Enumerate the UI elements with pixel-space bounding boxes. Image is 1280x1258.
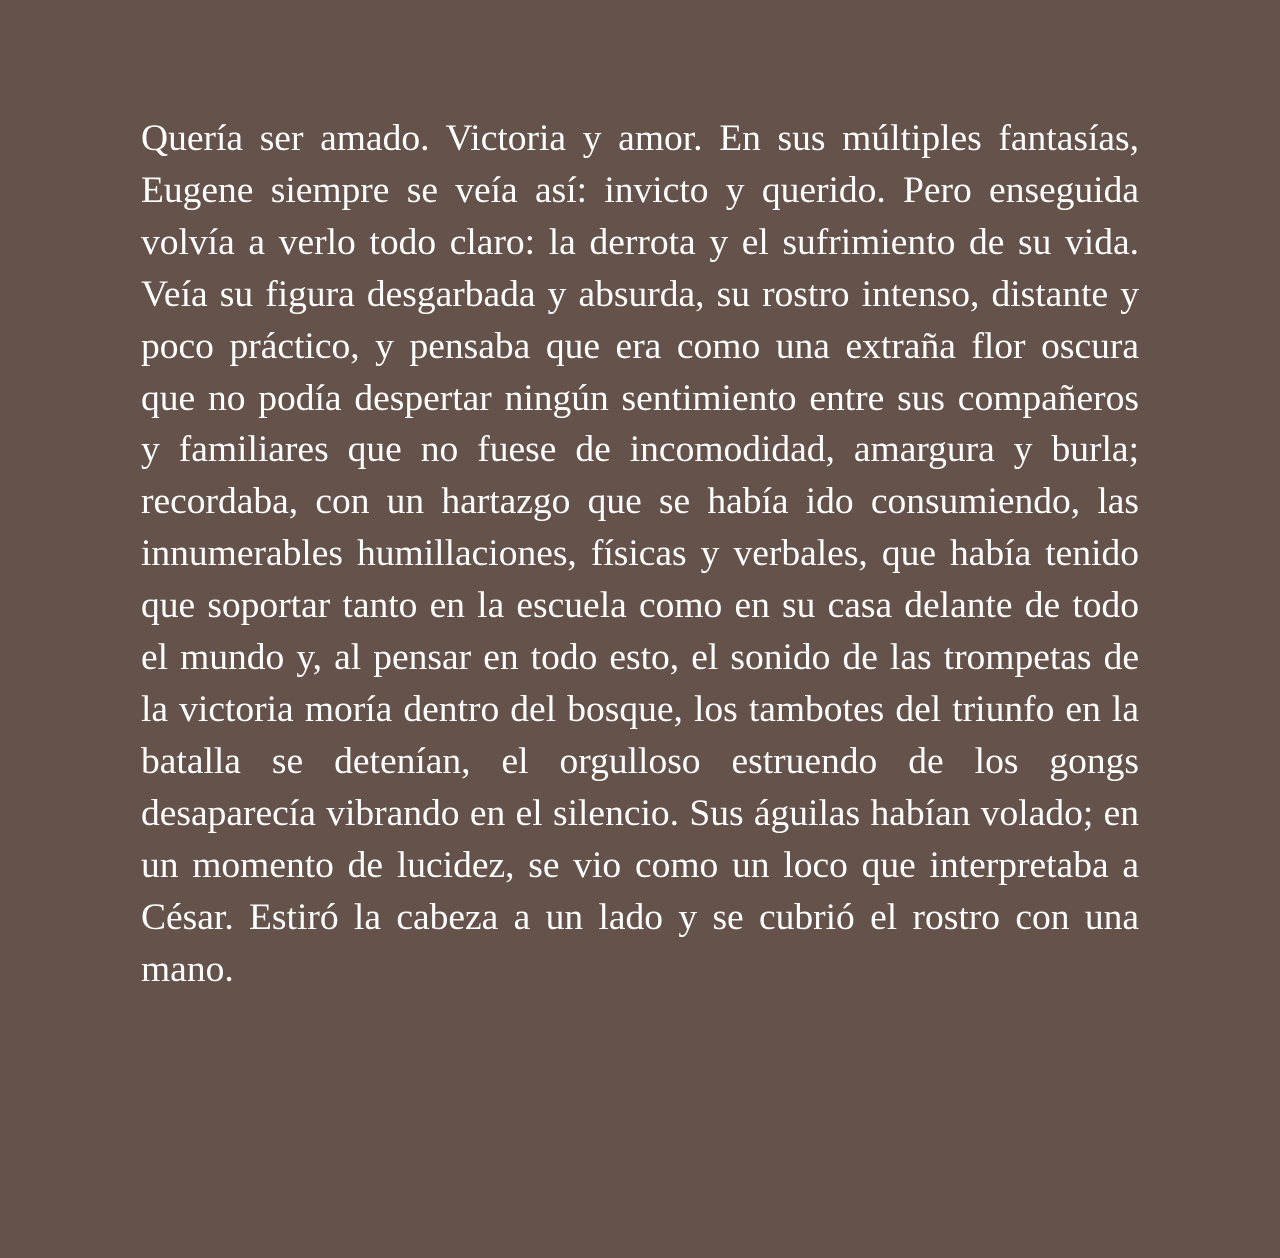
quote-paragraph: Quería ser amado. Victoria y amor. En sus múltiples fantasías, Eugene siempre se veía así: invicto y querido. Pero enseguida volvía a verlo todo claro: la derrota y el sufrimiento de su vida. Veía su figura desgarbada y absurda, su rostro intenso, distante y poco práctico, y pensaba que era como una extraña flor oscura que no podía despertar ningún sentimiento entre sus compañeros y familiares que no fuese de incomodidad, amargura y burla; recordaba, con un hartazgo que se había ido consumiendo, las innumerables humillaciones, físicas y verbales, que había tenido que soportar tanto en la escuela como en su casa delante de todo el mundo y, al pensar en todo esto, el sonido de las trompetas de la victoria moría dentro del bosque, los tambotes del triunfo en la batalla se detenían, el orgulloso estruendo de los gongs desaparecía vibrando en el silencio. Sus águilas habían volado; en un momento de lucidez, se vio como un loco que interpretaba a César. Estiró la cabeza a un lado y se cubrió el rostro con una mano.: [141, 118, 1139, 990]
